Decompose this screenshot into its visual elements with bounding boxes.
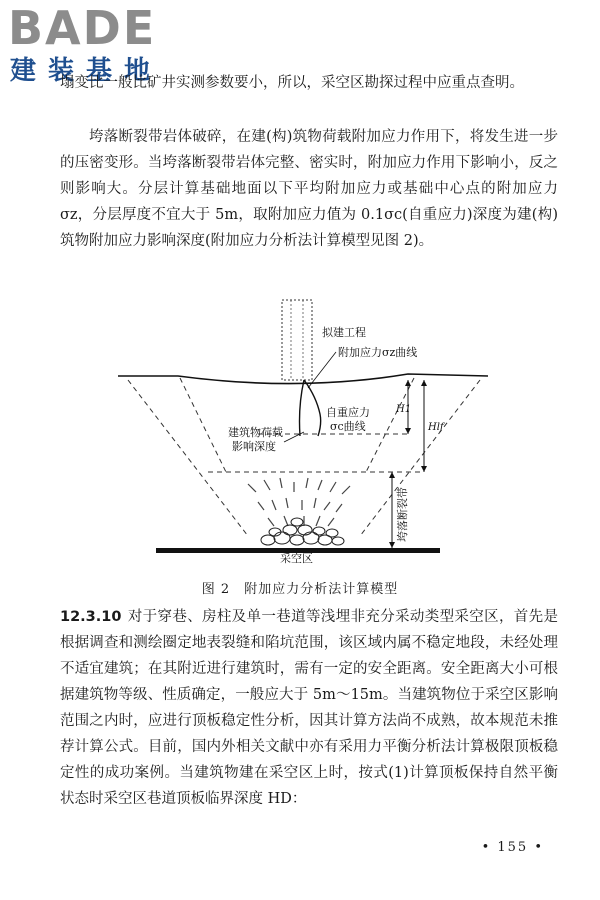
label-self-weight-1: 自重应力: [326, 406, 370, 419]
label-hlf: Hlf: [428, 422, 444, 433]
paragraph-collapse-zone: 垮落断裂带岩体破碎，在建(构)筑物荷载附加应力作用下，将发生进一步的压密变形。当垮落断裂带岩体完整、密实时，附加应力作用下影响小，反之则影响大。分层计算基础地面以下平均附加应力或基础中心点的附加应力 σz，分层厚度不宜大于 5m，取附加应力值为 0.1σc(自重应力)深度为建(构)筑物附加应力影响深度(附加应力分析法计算模型见图 2)。: [60, 129, 558, 249]
label-zone: 垮落断裂带: [396, 487, 409, 542]
label-h1: H1: [396, 404, 412, 415]
figure-caption: 图 2 附加应力分析法计算模型: [201, 582, 399, 597]
logo-subtitle: 建装基地: [10, 56, 163, 86]
paragraph-intro: 塌变比一般比矿井实测参数要小，所以，采空区勘探过程中应重点查明。: [60, 75, 524, 91]
label-stress-curve: 附加应力σz曲线: [338, 346, 418, 359]
arrow-zone-top: [389, 472, 395, 478]
paragraph-clause-12-3-10: [60, 604, 558, 812]
influence-envelope-right: [366, 378, 414, 472]
arrow-h1-top: [405, 380, 411, 386]
outer-envelope-right: [360, 380, 480, 536]
self-weight-curve: [304, 380, 321, 436]
arrow-zone-bottom: [389, 542, 395, 548]
clause-number: 12.3.10: [60, 609, 122, 625]
arrow-hlf-top: [421, 380, 427, 386]
label-goaf: 采空区: [280, 552, 313, 564]
arrow-hlf-bottom: [421, 466, 427, 472]
label-depth-1: 建筑物荷载: [228, 426, 283, 439]
building-outline: [282, 300, 312, 380]
logo-wordmark: BADE: [8, 1, 157, 55]
label-building: 拟建工程: [322, 326, 366, 339]
additional-stress-curve: [300, 380, 305, 436]
figure-2-diagram: [108, 296, 488, 564]
outer-envelope-left: [128, 380, 248, 536]
fracture-marks: [248, 478, 350, 526]
influence-envelope-left: [180, 378, 226, 472]
label-self-weight-2: σc曲线: [330, 420, 366, 433]
page-number: • 155 •: [481, 840, 544, 855]
clause-text: 对于穿巷、房柱及单一巷道等浅埋非充分采动类型采空区，首先是根据调查和测绘圈定地表裂缝和陷坑范围，该区域内属不稳定地段，未经处理不适宜建筑；在其附近进行建筑时，需有一定的安全距离。安全距离大小可根据建筑物等级、性质确定，一般应大于 5m～15m。当建筑物位于采空区影响范围之内时，应进行顶板稳定性分析，因其计算方法尚不成熟，故本规范未推荐计算公式。目前，国内外相关文献中亦有采用力平衡分析法计算极限顶板稳定性的成功案例。当建筑物建在采空区上时，按式(1)计算顶板保持自然平衡状态时采空区巷道顶板临界深度 HD：: [60, 609, 558, 807]
arrow-h1-bottom: [405, 428, 411, 434]
label-depth-2: 影响深度: [232, 440, 276, 453]
